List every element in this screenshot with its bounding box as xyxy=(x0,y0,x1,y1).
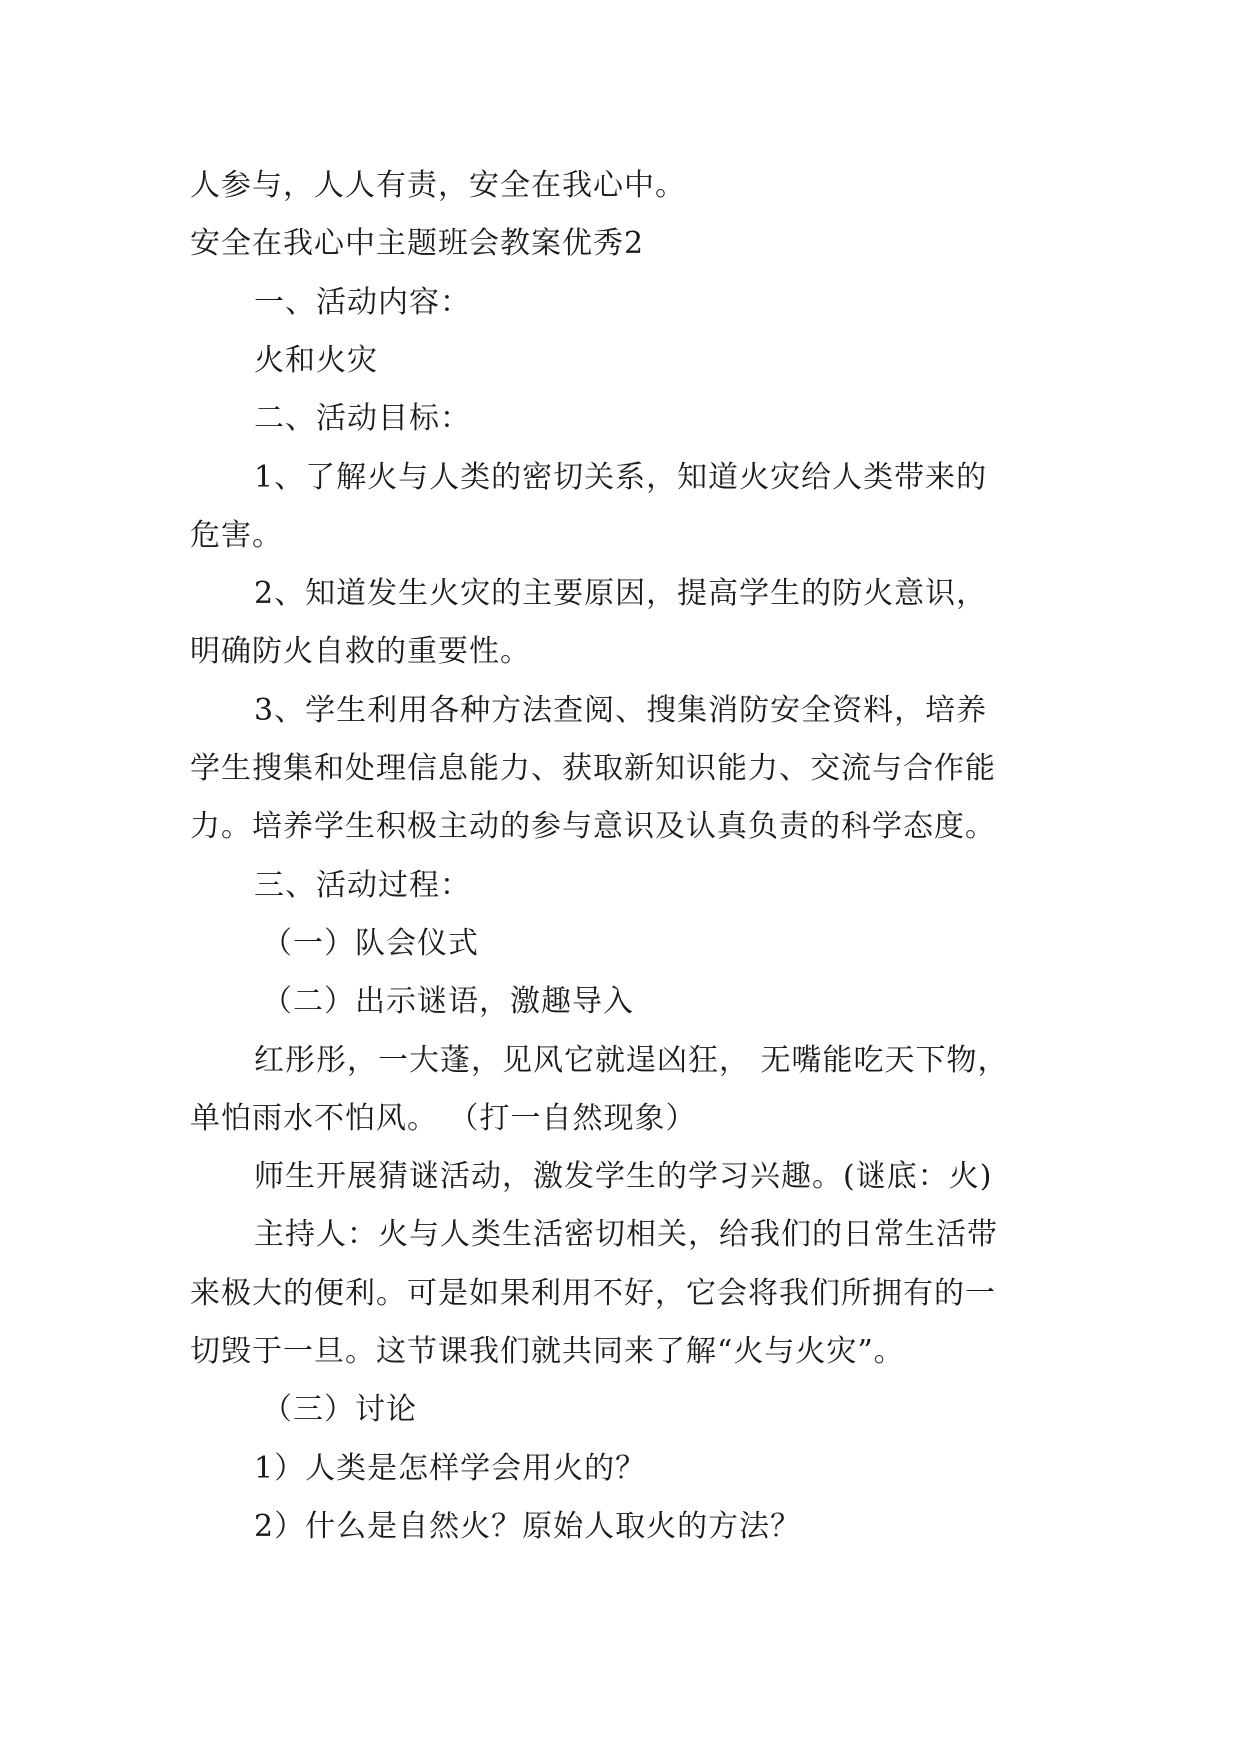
subheading-activity-content: 一、活动内容： xyxy=(254,285,471,320)
paragraph-line: 人参与，人人有责，安全在我心中。 xyxy=(190,168,686,203)
paragraph-line: 明确防火自救的重要性。 xyxy=(190,634,531,669)
list-item: 2）什么是自然火？原始人取火的方法？ xyxy=(254,1509,802,1544)
paragraph-line: 师生开展猜谜活动，激发学生的学习兴趣。(谜底：火) xyxy=(254,1159,993,1194)
paragraph-line: 火和火灾 xyxy=(254,343,378,378)
paragraph-line: 力。培养学生积极主动的参与意识及认真负责的科学态度。 xyxy=(190,809,996,844)
paragraph-line: 主持人：火与人类生活密切相关，给我们的日常生活带 xyxy=(254,1217,998,1252)
paragraph-line: 来极大的便利。可是如果利用不好，它会将我们所拥有的一 xyxy=(190,1276,996,1311)
list-item: 2、知道发生火灾的主要原因，提高学生的防火意识， xyxy=(254,576,988,611)
section-heading: 安全在我心中主题班会教案优秀2 xyxy=(190,226,645,261)
paragraph-line: 切毁于一旦。这节课我们就共同来了解“火与火灾”。 xyxy=(190,1334,905,1369)
list-item: 1）人类是怎样学会用火的？ xyxy=(254,1451,647,1486)
subheading-step: （三）讨论 xyxy=(262,1392,417,1427)
list-item: 3、学生利用各种方法查阅、搜集消防安全资料，培养 xyxy=(254,693,988,728)
paragraph-line: 学生搜集和处理信息能力、获取新知识能力、交流与合作能 xyxy=(190,751,996,786)
paragraph-line: 红彤彤，一大蓬，见风它就逞凶狂， 无嘴能吃天下物， xyxy=(254,1043,1009,1078)
subheading-activity-goals: 二、活动目标： xyxy=(254,401,471,436)
list-item: 1、了解火与人类的密切关系，知道火灾给人类带来的 xyxy=(254,460,988,495)
paragraph-line: 单怕雨水不怕风。 （打一自然现象） xyxy=(190,1101,697,1136)
subheading-activity-process: 三、活动过程： xyxy=(254,868,471,903)
subheading-step: （二）出示谜语，激趣导入 xyxy=(262,984,634,1019)
paragraph-line: 危害。 xyxy=(190,518,283,553)
subheading-step: （一）队会仪式 xyxy=(262,926,479,961)
